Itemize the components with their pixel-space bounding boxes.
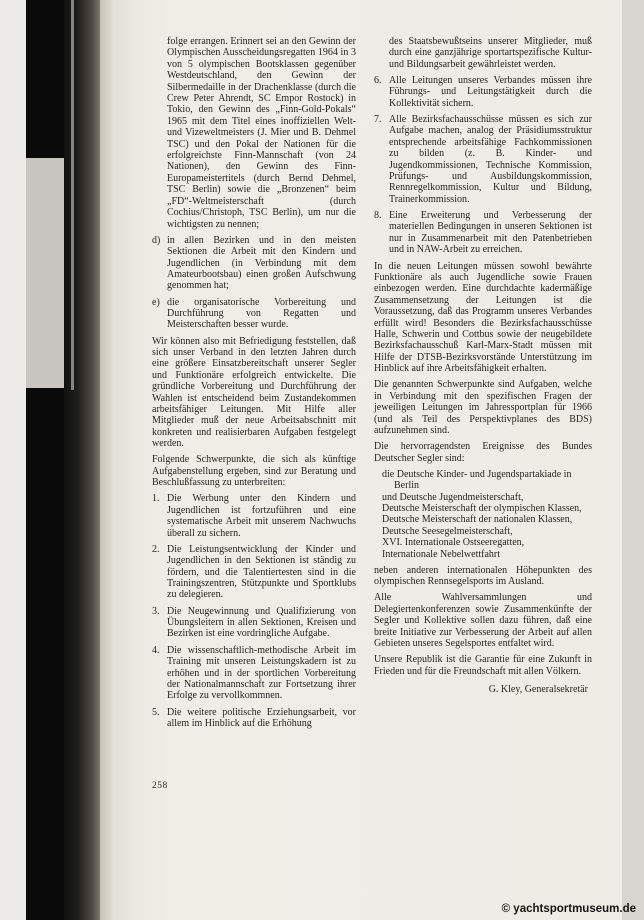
list-marker: 6.	[374, 75, 382, 87]
list-item	[374, 75, 592, 109]
paragraph-continuation	[374, 36, 592, 70]
list-item	[152, 297, 356, 331]
text-run: folge errangen. Erinnert sei an den Gewinn der Olympischen Ausscheidungsregatten 1964 in 3 von 5 olympischen Bootsklassen gegenüber Westdeutschland, den Gewinn der Silbermedaille in der Drachenklasse (durch die Crew Peter Ahrendt, SC Empor Rostock) in Tokio, den Gewinn des „Finn-Gold-Pokals“ 1965 mit dem Titel eines inoffiziellen Welt- und Vizeweltmeisters (J. Mier und B. Dehmel TSC) und den Pokal der Nationen für die erfolgreichste Finn-Mannschaft (von 24 Nationen), den Gewinn des Finn-Europameistertitels (durch Bernd Dehmel, TSC Berlin) sowie die „Bronzenen“ beim „FD“-Weltmeisterschaft (durch Cochius/Christoph, TSC Berlin), um nur die wichtigsten zu nennen;	[167, 36, 356, 230]
text-run: Wir können also mit Befriedigung feststellen, daß sich unser Verband in den letzten Jahren durch eine größere Einsatzbereitschaft unserer Segler und Funktionäre erfolgreich entwickelte. Die gründliche Vorbereitung und Durchführung der Wahlen ist entscheidend beim Zustandekommen arbeitsfähiger Leitungen. Mit Hilfe aller Mitglieder muß der neue Arbeitsabschnitt mit konkreten und realisierbaren Aufgaben festgelegt werden.	[152, 335, 356, 450]
list-marker: 1.	[152, 493, 160, 505]
text-run: neben anderen internationalen Höhepunkten des olympischen Rennsegelsports im Ausland.	[374, 564, 592, 588]
text-run: Eine Erweiterung und Verbesserung der materiellen Bedingungen in unseren Sektionen ist nur in Zusammenarbeit mit den Patenbetrieben und in NAW-Arbeit zu erreichen.	[389, 210, 592, 256]
list-line: die Deutsche Kinder- und Jugendspartakiade in Berlin	[382, 468, 572, 492]
page-content	[152, 36, 592, 729]
list-line: und Deutsche Jugendmeisterschaft,	[382, 491, 524, 503]
list-item	[152, 645, 356, 702]
text-run: Alle Leitungen unseres Verbandes müssen ihre Führungs- und Leitungstätigkeit durch die Kollektivität sichern.	[389, 75, 592, 109]
text-run: in allen Bezirken und in den meisten Sektionen die Arbeit mit den Kindern und Jugendlichen (in Verbindung mit dem Amateurbootsbau) einen großen Aufschwung genommen hat;	[167, 234, 356, 292]
text-run: Die genannten Schwerpunkte sind Aufgaben, welche in Verbindung mit den spezifischen Fragen der jeweiligen Leitungen im Jahressportplan für 1966 (und als Teil des Perspektivplanes des BDS) aufzunehmen sind.	[374, 379, 592, 436]
book-spine-gap	[26, 158, 64, 388]
list-marker: d)	[152, 234, 161, 246]
page-number: 258	[152, 781, 168, 791]
list-marker: 2.	[152, 543, 160, 555]
paragraph-continuation	[152, 36, 356, 230]
list-marker: e)	[152, 296, 160, 308]
scan-margin-left	[0, 0, 26, 920]
text-run: Die Leistungsentwicklung der Kinder und Jugendlichen in den Sektionen ist ständig zu fördern, und die Talentiertesten sind in die Trainingszentren, Stützpunkte und Sportklubs zu delegieren.	[167, 543, 356, 601]
list-marker: 4.	[152, 644, 160, 656]
book-spine-shadow-bottom	[26, 388, 64, 920]
list-item	[152, 235, 356, 292]
book-spine-shadow-top	[26, 0, 64, 158]
list-marker: 3.	[152, 605, 160, 617]
list-item	[152, 544, 356, 601]
text-column-right	[374, 36, 592, 729]
list-line: XVI. Internationale Ostseeregatten,	[382, 537, 525, 549]
text-run: G. Kley, Generalsekretär	[488, 684, 588, 696]
paragraph	[374, 441, 592, 464]
watermark: © yachtsportmuseum.de	[501, 903, 636, 915]
paragraph	[152, 454, 356, 488]
paragraph	[374, 379, 592, 436]
paragraph	[374, 654, 592, 677]
list-marker: 5.	[152, 706, 160, 718]
page-gutter-shadow	[64, 0, 100, 920]
list-item	[374, 114, 592, 205]
text-run: Alle Bezirksfachausschüsse müssen es sich zur Aufgabe machen, analog der Präsidiumsstruktur entsprechende arbeitsfähige Fachkommissionen zu bilden (z. B. Kinder- und Jugendkommissionen, Technische Kommission, Prüfungs- und Ausbildungskommission, Rennregelkommission, Kultur und Bildung, Trainerkommission.	[389, 114, 592, 205]
list-item	[374, 210, 592, 256]
text-run: Die wissenschaftlich-methodische Arbeit im Training mit unseren Leistungskadern ist zu erhöhen und in der sportlichen Vorbereitung der Nationalmannschaft zur Fortsetzung ihrer Erfolge zu vervollkommnen.	[167, 644, 356, 702]
text-run: Die hervorragendsten Ereignisse des Bundes Deutscher Segler sind:	[374, 441, 592, 464]
list-marker: 7.	[374, 114, 382, 126]
events-list	[374, 469, 592, 560]
text-run: Die weitere politische Erziehungsarbeit, vor allem im Hinblick auf die Erhöhung	[167, 706, 356, 729]
text-column-left	[152, 36, 356, 729]
list-item	[152, 493, 356, 539]
text-run: Unsere Republik ist die Garantie für eine Zukunft in Frieden und für die Freundschaft mit allen Völkern.	[374, 654, 592, 677]
list-marker: 8.	[374, 210, 382, 222]
page-gutter-highlight	[71, 0, 74, 390]
text-run: des Staatsbewußtseins unserer Mitglieder, muß durch eine ganzjährige sportartspezifische Kultur- und Bildungsarbeit gewährleistet werden.	[389, 36, 592, 70]
list-line: Deutsche Meisterschaft der nationalen Klassen,	[382, 514, 573, 526]
text-run: Die Neugewinnung und Qualifizierung von Übungsleitern in allen Sektionen, Kreisen und Bezirken ist eine vordringliche Aufgabe.	[167, 605, 356, 640]
paragraph	[152, 336, 356, 450]
paragraph	[374, 261, 592, 375]
text-run: Alle Wahlversammlungen und Delegiertenkonferenzen sowie Zusammenkünfte der Segler und Kollektive sollen dazu führen, daß eine breite Initiative zur Verbesserung der Arbeit auf allen Gebieten unseres Segelsportes entfaltet wird.	[374, 592, 592, 650]
text-run: Folgende Schwerpunkte, die sich als künftige Aufgabenstellung ergeben, sind zur Beratung und Beschlußfassung zu unterbreiten:	[152, 454, 356, 489]
list-line: Internationale Nebelwettfahrt	[382, 548, 500, 560]
list-item	[152, 707, 356, 730]
list-line: Deutsche Seesegelmeisterschaft,	[382, 525, 513, 537]
text-run: In die neuen Leitungen müssen sowohl bewährte Funktionäre als auch Jugendliche sowie Frauen einbezogen werden. Eine durchdachte kadermäßige Zusammensetzung der Leitungen ist die Voraussetzung, daß das Programm unseres Verbandes erfüllt wird! Besonders die Bezirksfachausschüsse Halle, Schwerin und Cottbus sowie der neugebildete Bezirksfachausschuß Karl-Marx-Stadt müssen mit Hilfe der DTSB-Bezirksvorstände Unterstützung im Hinblick auf ihre Arbeitsfähigkeit erhalten.	[374, 260, 592, 375]
signature	[374, 684, 592, 695]
list-line: Deutsche Meisterschaft der olympischen Klassen,	[382, 503, 582, 515]
list-item	[152, 606, 356, 640]
paragraph	[374, 565, 592, 588]
text-run: die organisatorische Vorbereitung und Durchführung von Regatten und Meisterschaften besser wurde.	[167, 296, 356, 331]
text-run: Die Werbung unter den Kindern und Jugendlichen ist fortzuführen und eine systematische Arbeit mit unserem Nachwuchs überall zu sichern.	[167, 493, 356, 539]
paragraph	[374, 592, 592, 649]
